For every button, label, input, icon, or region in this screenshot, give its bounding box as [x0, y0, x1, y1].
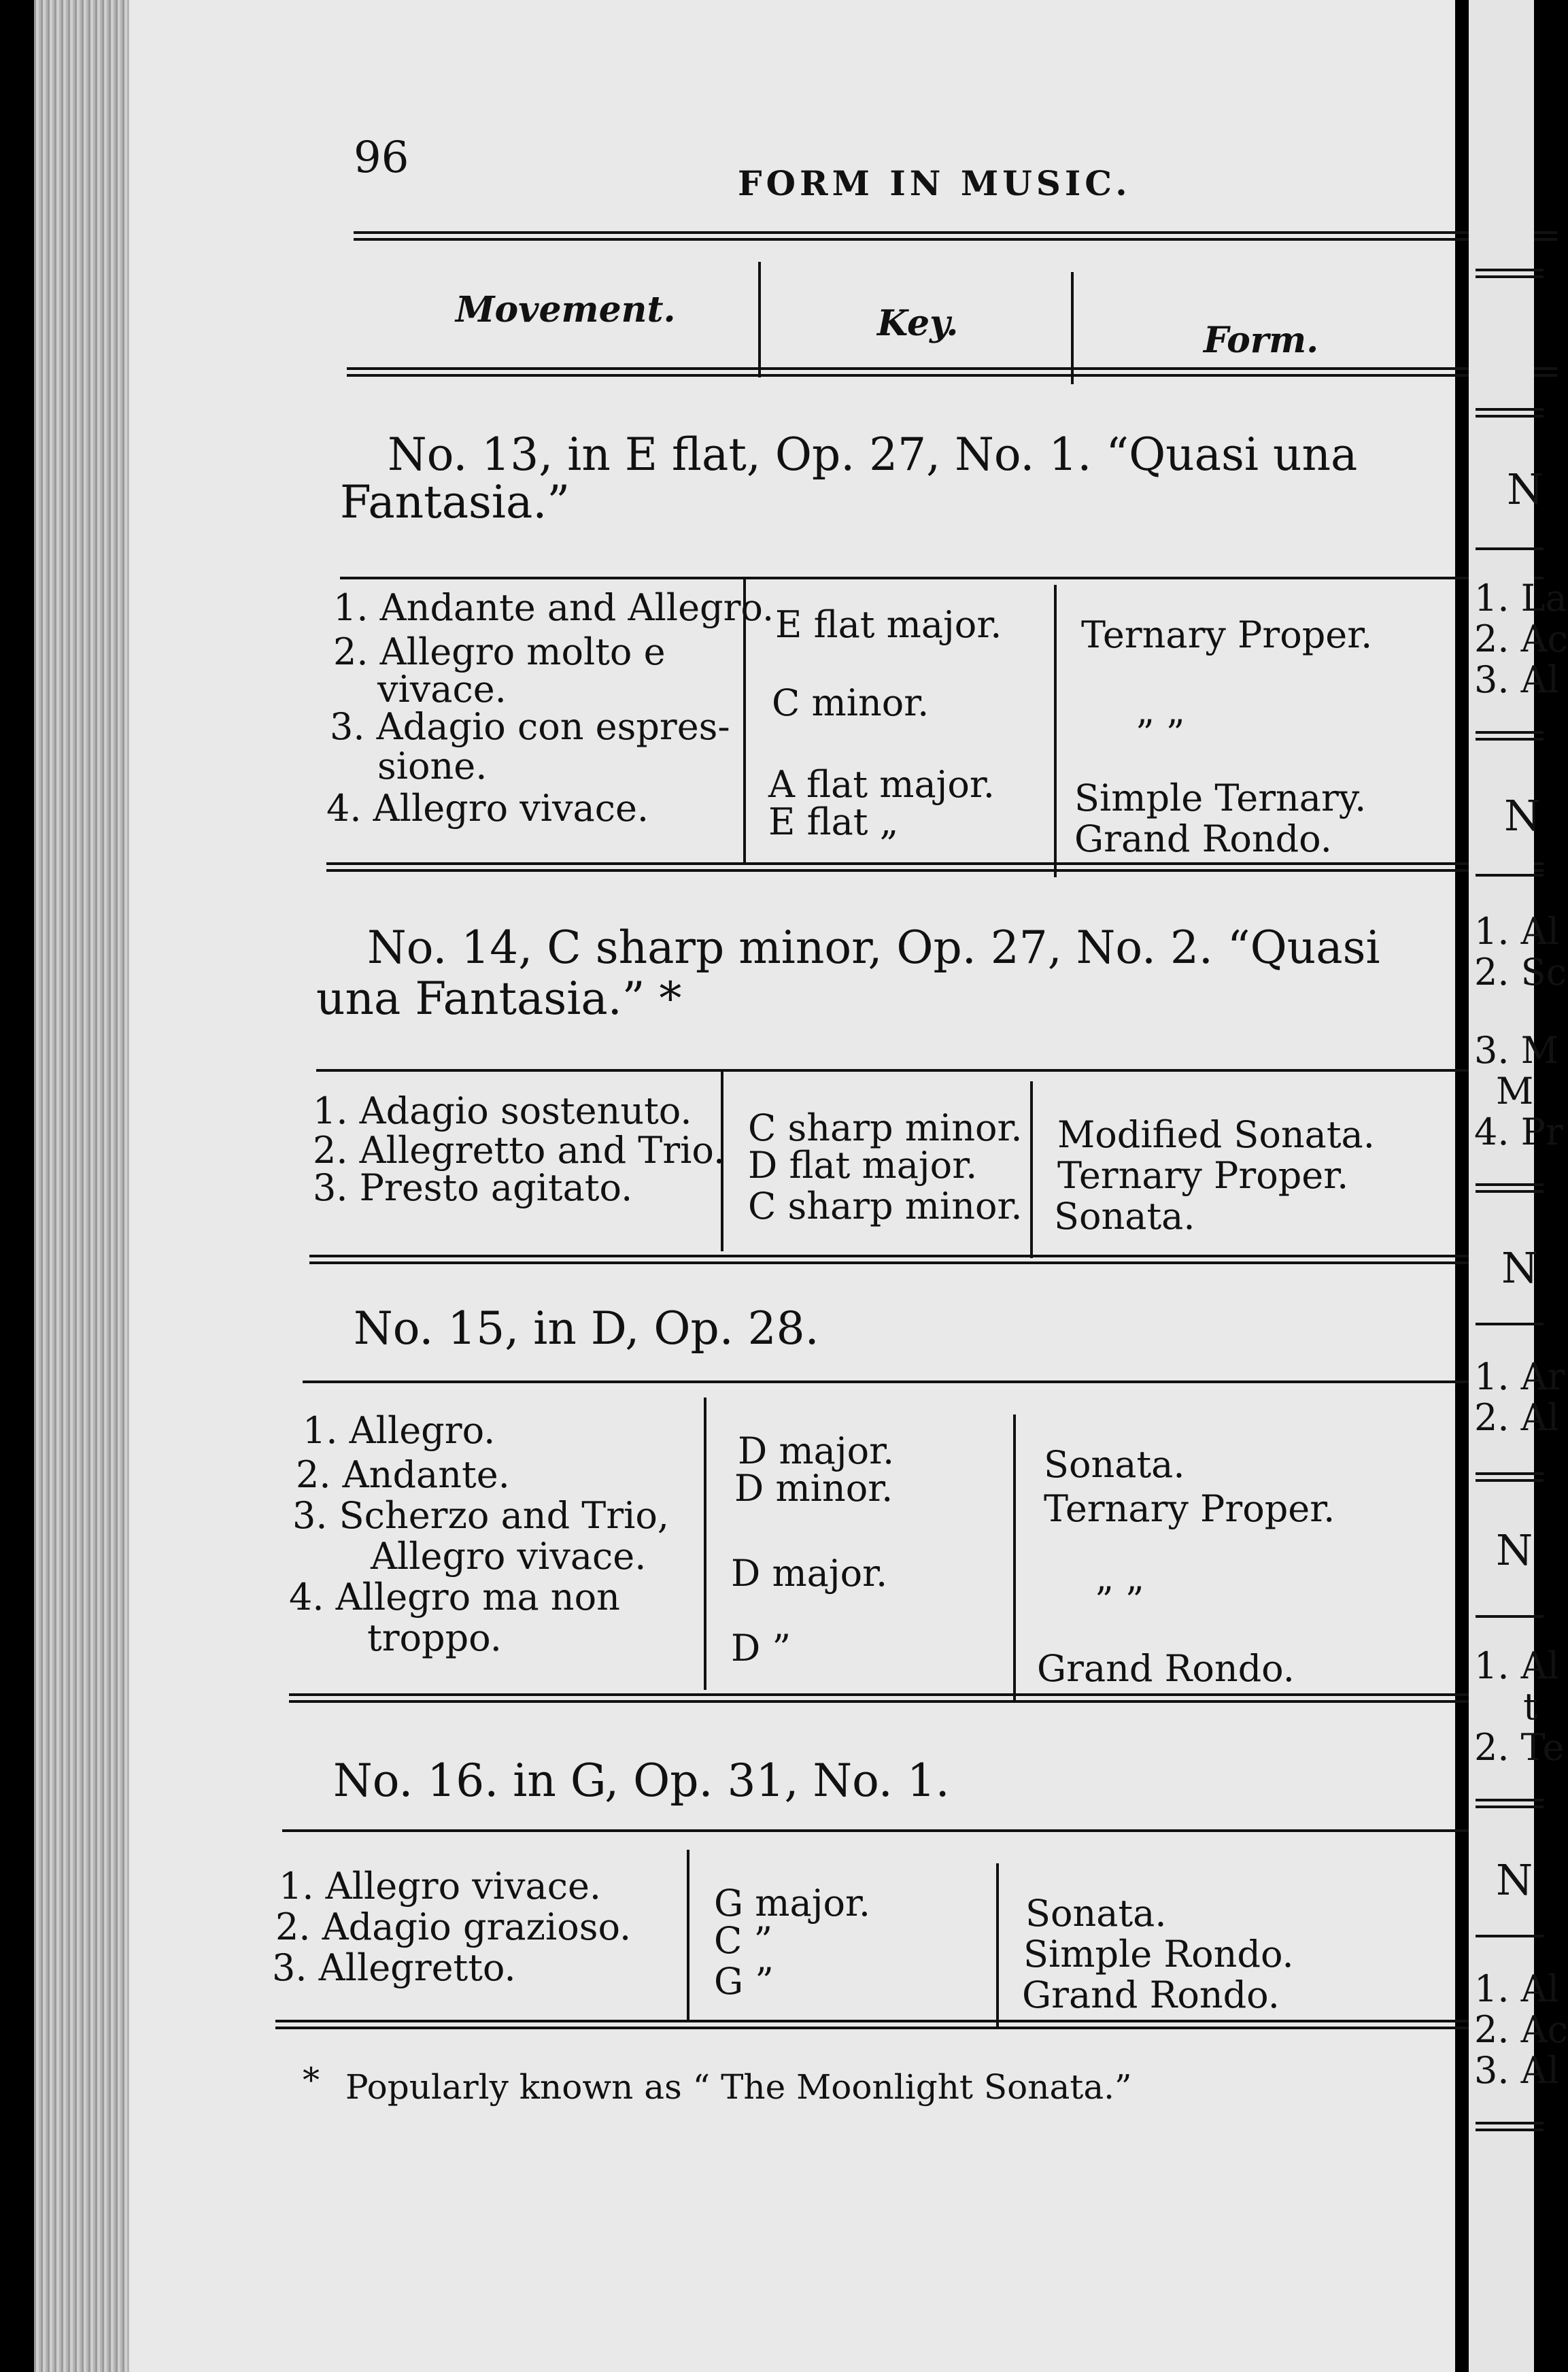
adjacent-text: N [1504, 791, 1541, 841]
page-number: 96 [354, 133, 409, 183]
header-top-rule [354, 231, 1557, 241]
key-entry: E flat major. [775, 603, 1002, 646]
adjacent-text: 1. Ar [1474, 1355, 1565, 1398]
column-divider [743, 577, 746, 862]
movement-entry: 3. Scherzo and Trio, [292, 1494, 670, 1537]
header-bottom-rule [347, 367, 1557, 377]
movement-entry: 4. Allegro ma non [289, 1576, 620, 1619]
adjacent-text: 2. Sc [1474, 951, 1567, 994]
movement-entry: 2. Andante. [296, 1453, 510, 1496]
adjacent-rule [1476, 269, 1544, 278]
adjacent-text: 1. Al [1474, 1967, 1559, 2010]
adjacent-rule [1476, 874, 1544, 877]
movement-entry: 1. Adagio sostenuto. [313, 1089, 692, 1132]
section-rule [303, 1380, 1520, 1383]
page-edge-stack [34, 0, 129, 2372]
form-entry: Grand Rondo. [1022, 1973, 1280, 2016]
column-divider [1013, 1414, 1016, 1700]
adjacent-rule [1476, 731, 1544, 741]
form-entry: Ternary Proper. [1081, 613, 1373, 656]
form-entry: Ternary Proper. [1057, 1154, 1349, 1197]
form-entry: ” ” [1136, 712, 1185, 755]
adjacent-text: 3. Al [1474, 658, 1559, 701]
adjacent-text: 1. Al [1474, 910, 1559, 953]
adjacent-text: 3. M [1474, 1029, 1558, 1072]
key-entry: E flat „ [768, 800, 899, 843]
section-bottom-rule [326, 862, 1544, 872]
section-bottom-rule [289, 1693, 1513, 1703]
movement-entry: troppo. [367, 1616, 502, 1659]
section-rule [316, 1069, 1527, 1072]
column-divider [721, 1071, 723, 1251]
adjacent-page-fragment [1469, 0, 1568, 2372]
key-entry: D major. [731, 1552, 888, 1595]
adjacent-rule [1476, 1472, 1544, 1482]
adjacent-text: 4. Pr [1474, 1111, 1563, 1153]
key-entry: C ” [714, 1919, 773, 1962]
column-divider [1054, 585, 1057, 877]
key-entry: D major. [738, 1429, 895, 1472]
movement-entry: 4. Allegro vivace. [326, 787, 649, 830]
adjacent-text: N [1501, 1243, 1539, 1293]
adjacent-text: N [1496, 1525, 1533, 1575]
movement-entry: 2. Allegretto and Trio. [313, 1129, 726, 1172]
adjacent-rule [1476, 1183, 1544, 1193]
adjacent-rule [1476, 1615, 1544, 1618]
adjacent-text: M [1496, 1070, 1534, 1113]
key-entry: A flat major. [768, 763, 995, 806]
section-rule [340, 577, 1544, 579]
movement-entry: 3. Adagio con espres- [330, 705, 730, 748]
adjacent-rule [1476, 2122, 1544, 2131]
movement-entry: 1. Allegro. [303, 1409, 496, 1452]
key-entry: C sharp minor. [748, 1185, 1023, 1227]
adjacent-text: t [1523, 1685, 1538, 1728]
section-title: No. 15, in D, Op. 28. [354, 1302, 819, 1355]
form-entry: Sonata. [1044, 1443, 1185, 1486]
adjacent-text: 2. Al [1474, 1396, 1559, 1439]
key-entry: D minor. [734, 1467, 893, 1510]
movement-entry: 2. Allegro molto e [333, 630, 666, 673]
key-entry: G major. [714, 1882, 871, 1925]
adjacent-rule [1476, 1799, 1544, 1808]
form-entry: Grand Rondo. [1037, 1647, 1295, 1690]
section-title: No. 14, C sharp minor, Op. 27, No. 2. “Quasi [367, 921, 1380, 974]
running-title: FORM IN MUSIC. [738, 163, 1131, 203]
adjacent-text: 2. Ac [1474, 2008, 1568, 2051]
movement-entry: 1. Andante and Allegro. [333, 586, 774, 629]
form-entry: Ternary Proper. [1044, 1487, 1335, 1530]
section-rule [282, 1829, 1506, 1832]
adjacent-rule [1476, 1323, 1544, 1325]
column-heading-form: Form. [1204, 320, 1319, 361]
footnote-mark: * [303, 2061, 320, 2100]
section-title: Fantasia.” [340, 476, 570, 528]
footnote: Popularly known as “ The Moonlight Sonata.” [345, 2067, 1132, 2107]
adjacent-text: 1. La [1474, 577, 1567, 620]
adjacent-text: N [1496, 1855, 1533, 1905]
key-entry: C minor. [772, 681, 930, 724]
key-entry: D ” [731, 1627, 791, 1670]
form-entry: ” ” [1095, 1579, 1144, 1622]
movement-entry: vivace. [377, 668, 507, 711]
movement-entry: sione. [377, 745, 488, 787]
movement-entry: 3. Presto agitato. [313, 1166, 633, 1209]
adjacent-rule [1476, 408, 1544, 418]
movement-entry: Allegro vivace. [371, 1535, 647, 1578]
adjacent-text: 1. Al [1474, 1644, 1559, 1687]
adjacent-text: N [1507, 464, 1544, 514]
adjacent-text: 2. Ac [1474, 617, 1568, 660]
section-title: una Fantasia.” * [316, 972, 682, 1025]
key-entry: C sharp minor. [748, 1106, 1023, 1149]
column-heading-movement: Movement. [456, 289, 676, 331]
section-title: No. 16. in G, Op. 31, No. 1. [333, 1755, 950, 1807]
column-heading-key: Key. [877, 303, 959, 344]
movement-entry: 2. Adagio grazioso. [275, 1905, 632, 1948]
column-divider [758, 262, 761, 377]
movement-entry: 1. Allegro vivace. [279, 1865, 602, 1908]
adjacent-text: 3. Al [1474, 2049, 1559, 2092]
movement-entry: 3. Allegretto. [272, 1946, 516, 1989]
form-entry: Sonata. [1025, 1892, 1167, 1935]
section-bottom-rule [309, 1255, 1527, 1264]
adjacent-rule [1476, 1935, 1544, 1937]
column-divider [1030, 1081, 1033, 1258]
form-entry: Sonata. [1054, 1195, 1195, 1238]
key-entry: G ” [714, 1960, 774, 2003]
section-bottom-rule [275, 2020, 1499, 2029]
form-entry: Simple Rondo. [1023, 1933, 1294, 1976]
column-divider [687, 1850, 689, 2020]
adjacent-rule [1476, 547, 1544, 550]
form-entry: Grand Rondo. [1074, 817, 1332, 860]
column-divider [704, 1397, 706, 1690]
section-title: No. 13, in E flat, Op. 27, No. 1. “Quasi una [388, 428, 1358, 481]
column-divider [996, 1863, 999, 2027]
adjacent-text: 2. Te [1474, 1726, 1565, 1769]
form-entry: Simple Ternary. [1074, 777, 1367, 819]
form-entry: Modified Sonata. [1057, 1113, 1375, 1156]
book-page [129, 0, 1455, 2372]
key-entry: D flat major. [748, 1144, 978, 1187]
